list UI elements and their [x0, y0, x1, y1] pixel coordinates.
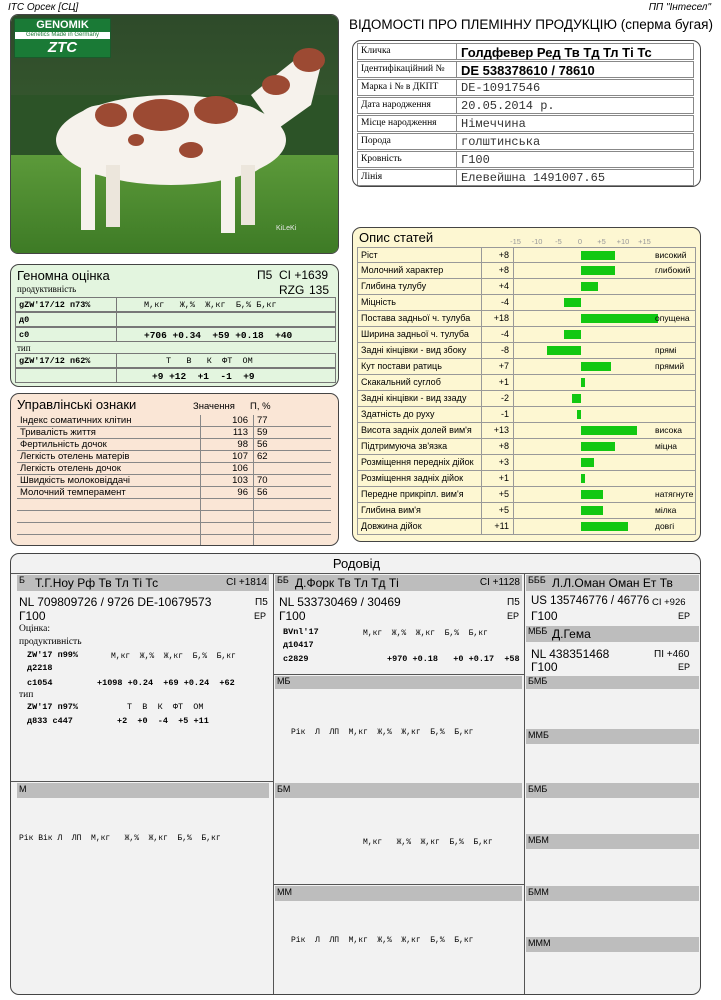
- pedigree-card: [10, 553, 701, 995]
- trait-name: Скакальний суглоб: [361, 377, 441, 387]
- sire-sire-cvals: +970 +0.18 +0 +0.17 +58: [387, 654, 520, 664]
- mmm-header: МММ: [526, 937, 699, 952]
- ggd-pi: ПІ +460: [654, 649, 690, 660]
- trait-row: [357, 295, 696, 311]
- trait-value: +8: [498, 441, 509, 451]
- trait-row: [357, 439, 696, 455]
- trait-label: довгі: [655, 521, 675, 531]
- management-col-p: П, %: [250, 401, 271, 412]
- mbm-header: МБМ: [526, 834, 699, 849]
- trait-value: -4: [500, 329, 509, 339]
- trait-row: [357, 311, 696, 327]
- trait-bar: [572, 394, 581, 403]
- genomic-c0-row: с0 +706 +0.34 +59 +0.18 +40: [15, 327, 336, 342]
- trait-value: +3: [498, 457, 509, 467]
- rzg-value: 135: [309, 283, 330, 297]
- genomic-productivity-label: продуктивність: [17, 284, 77, 294]
- trait-row: [357, 375, 696, 391]
- trait-bar: [564, 330, 581, 339]
- management-row-empty: [17, 511, 331, 523]
- trait-value: +5: [498, 489, 509, 499]
- genomic-evaluation-card: [10, 264, 339, 387]
- trait-value: -8: [500, 345, 509, 355]
- trait-bar: [581, 442, 615, 451]
- trait-name: Передне прикріпл. вим'я: [361, 489, 464, 499]
- mb-cols: Рік Л ЛП М,кг Ж,% Ж,кг Б,% Б,кг: [291, 728, 474, 737]
- scale-tick: +10: [616, 237, 630, 246]
- trait-row: [357, 263, 696, 279]
- scale-tick: 0: [577, 237, 583, 246]
- sire-tzw: ZW'17 п97%: [27, 702, 79, 712]
- management-traits-card: [10, 393, 339, 546]
- mmb-header: ММБ: [526, 729, 699, 744]
- management-row: Тривалість життя 113 59: [17, 427, 331, 439]
- trait-bar: [581, 314, 658, 323]
- genomic-type-row: gZW'17/12 п62% Т В К ФТ ОМ: [15, 353, 336, 368]
- trait-row: [357, 247, 696, 263]
- sire-td: д833 с447: [27, 716, 73, 726]
- trait-bar: [581, 362, 611, 371]
- management-row-empty: [17, 535, 331, 546]
- sire-sire-c: с2829: [283, 654, 309, 664]
- management-row-empty: [17, 523, 331, 535]
- trait-row: [357, 391, 696, 407]
- sire-c: с1054: [27, 678, 53, 688]
- trait-row: [357, 455, 696, 471]
- trait-bar: [564, 298, 581, 307]
- sire-ep: ЕР: [254, 611, 267, 621]
- genomic-prod-row: gZW'17/12 п73% М,кг Ж,% Ж,кг Б,% Б,кг: [15, 297, 336, 312]
- sire-sire-blood: Г100: [279, 609, 306, 623]
- trait-name: Розміщення задніх дійок: [361, 473, 464, 483]
- genomic-d0-row: д0: [15, 312, 336, 327]
- sire-id: NL 709809726 / 9726 DE-10679573: [19, 595, 212, 609]
- genomic-type-label: тип: [17, 343, 31, 353]
- ggd-header: МББ Д.Гема: [526, 626, 699, 642]
- trait-label: прямі: [655, 345, 677, 355]
- ggs-id: US 135746776 / 46776: [531, 595, 650, 607]
- management-row: Легкість отелень дочок 106: [17, 463, 331, 475]
- trait-bar: [581, 426, 637, 435]
- sire-tvals: +2 +0 -4 +5 +11: [117, 716, 209, 726]
- mm-cols: Рік Л ЛП М,кг Ж,% Ж,кг Б,% Б,кг: [291, 936, 474, 945]
- trait-value: +11: [494, 521, 509, 531]
- trait-label: висока: [655, 425, 682, 435]
- trait-name: Глибина вим'я: [361, 505, 421, 515]
- trait-label: натягнуте: [655, 489, 694, 499]
- trait-name: Глибина тулубу: [361, 281, 427, 291]
- sire-sire-ep: ЕР: [507, 611, 520, 621]
- management-row-empty: [17, 499, 331, 511]
- mb-header: МБ: [275, 676, 522, 689]
- trait-label: мілка: [655, 505, 677, 515]
- trait-row: [357, 487, 696, 503]
- trait-name: Здатність до руху: [361, 409, 435, 419]
- trait-value: +8: [498, 265, 509, 275]
- trait-name: Довжина дійок: [361, 521, 422, 531]
- management-title: Управлінські ознаки: [17, 397, 137, 412]
- ggd-blood: Г100: [531, 660, 558, 674]
- trait-bar: [581, 266, 615, 275]
- trait-label: прямий: [655, 361, 685, 371]
- traits-title: Опис статей: [359, 230, 434, 245]
- dam-header: М: [17, 783, 269, 798]
- sire-type-label: тип: [19, 690, 34, 700]
- sire-sire-bv: BVnl'17: [283, 627, 319, 637]
- trait-value: +7: [498, 361, 509, 371]
- sire-header: Б Т.Г.Ноу Рф Тв Тл Ті Тс CI +1814: [19, 575, 267, 590]
- type-traits-card: [352, 227, 701, 542]
- management-row: Фертильність дочок 98 56: [17, 439, 331, 451]
- trait-row: [357, 471, 696, 487]
- genomic-type-values-row: +9 +12 +1 -1 +9: [15, 368, 336, 383]
- sire-p5: П5: [255, 597, 268, 608]
- management-row: Індекс соматичних клітин 106 77: [17, 415, 331, 427]
- trait-bar: [581, 474, 585, 483]
- logo-tagline: Genetics Made in Germany: [25, 32, 100, 38]
- bmm-header: БММ: [526, 886, 699, 901]
- info-row: Марка і № в ДКПТ DE-10917546: [357, 79, 694, 96]
- genomic-title: Геномна оцінка: [17, 268, 110, 283]
- trait-name: Задні кінцівки - вид збоку: [361, 345, 467, 355]
- trait-value: -2: [500, 393, 509, 403]
- sire-sire-d: д10417: [283, 640, 314, 650]
- trait-name: Розміщення передніх дійок: [361, 457, 474, 467]
- trait-row: [357, 407, 696, 423]
- traits-scale: [353, 237, 701, 247]
- scale-tick: -5: [555, 237, 562, 246]
- bmb2-header: БМБ: [526, 783, 699, 798]
- trait-bar: [581, 506, 603, 515]
- management-row: Легкість отелень матерів 107 62: [17, 451, 331, 463]
- page-title: ВІДОМОСТІ ПРО ПЛЕМІННУ ПРОДУКЦІЮ (сперма бугая): [349, 17, 713, 32]
- sire-sire-p5: П5: [507, 597, 520, 608]
- trait-value: +1: [498, 377, 509, 387]
- trait-row: [357, 279, 696, 295]
- trait-row: [357, 519, 696, 535]
- trait-name: Висота задніх долей вим'я: [361, 425, 472, 435]
- ggs-header: БББ Л.Л.Оман Оман Ет Тв: [526, 575, 699, 591]
- logo-mark: ZTC: [15, 39, 110, 57]
- ggs-blood: Г100: [531, 609, 558, 623]
- sire-sire-header: ББ Д.Форк Тв Тл Тд Ті CI +1128: [277, 575, 520, 590]
- trait-value: +8: [498, 250, 509, 260]
- info-row: Кровність Г100: [357, 151, 694, 168]
- trait-name: Постава задньої ч. тулуба: [361, 313, 471, 323]
- trait-value: -1: [500, 409, 509, 419]
- bm-cols: М,кг Ж,% Ж,кг Б,% Б,кг: [363, 838, 493, 847]
- trait-bar: [581, 282, 598, 291]
- rzg-label: RZG: [279, 283, 305, 297]
- pedigree-title: Родовід: [332, 556, 381, 571]
- trait-bar: [581, 522, 628, 531]
- mm-header: ММ: [275, 886, 522, 901]
- info-row: Лінія Елевейшна 1491007.65: [357, 169, 694, 186]
- trait-bar: [581, 458, 594, 467]
- trait-value: +18: [493, 313, 509, 323]
- photo-caption: KiLeKi: [276, 225, 297, 232]
- trait-label: опущена: [655, 313, 690, 323]
- sire-tcols: Т В К ФТ ОМ: [127, 702, 204, 712]
- trait-row: [357, 503, 696, 519]
- dam-cols: Рік Вік Л ЛП М,кг Ж,% Ж,кг Б,% Б,кг: [19, 834, 221, 843]
- ggd-ep: ЕР: [678, 662, 691, 672]
- trait-label: міцна: [655, 441, 678, 451]
- management-row: Молочний темперамент 96 56: [17, 487, 331, 499]
- management-col-value: Значення: [193, 401, 235, 412]
- trait-name: Молочний характер: [361, 265, 444, 275]
- info-row: Порода голштинська: [357, 133, 694, 150]
- scale-tick: -10: [531, 237, 543, 246]
- trait-bar: [581, 251, 615, 260]
- info-row: Кличка Голдфевер Ред Тв Тд Тл Ті Тс: [357, 43, 694, 60]
- header-left: ІТС Орсек [СЦ]: [8, 2, 79, 13]
- management-row: Швидкість молоковіддачі 103 70: [17, 475, 331, 487]
- sire-blood: Г100: [19, 609, 46, 623]
- sire-sire-id: NL 533730469 / 30469: [279, 595, 401, 609]
- trait-bar: [581, 378, 585, 387]
- info-row: Місце народження Німеччина: [357, 115, 694, 132]
- trait-value: +1: [498, 473, 509, 483]
- ggs-ci: CI +926: [652, 597, 686, 608]
- trait-row: [357, 327, 696, 343]
- sire-d: д2218: [27, 663, 53, 673]
- trait-label: високий: [655, 250, 687, 260]
- trait-label: глибокий: [655, 265, 691, 275]
- sire-zw: ZW'17 п99%: [27, 650, 79, 660]
- sire-prod-label: продуктивність: [19, 637, 82, 647]
- genomic-p5: П5: [257, 268, 273, 282]
- info-row: Дата народження 20.05.2014 р.: [357, 97, 694, 114]
- trait-name: Задні кінцівки - вид ззаду: [361, 393, 467, 403]
- trait-bar: [577, 410, 581, 419]
- trait-name: Ріст: [361, 250, 378, 260]
- trait-value: -4: [500, 297, 509, 307]
- ggs-ep: ЕР: [678, 611, 691, 621]
- trait-name: Кут постави ратиць: [361, 361, 442, 371]
- sire-cvals: +1098 +0.24 +69 +0.24 +62: [97, 678, 235, 688]
- trait-name: Підтримуюча зв'язка: [361, 441, 448, 451]
- sire-cols: М,кг Ж,% Ж,кг Б,% Б,кг: [111, 652, 236, 661]
- trait-name: Міцність: [361, 297, 396, 307]
- scale-tick: -15: [510, 237, 521, 246]
- ggd-id: NL 438351468: [531, 647, 610, 661]
- trait-row: [357, 359, 696, 375]
- bm-header: БМ: [275, 783, 522, 798]
- trait-name: Ширина задньої ч. тулуба: [361, 329, 469, 339]
- genomik-logo: [14, 18, 111, 58]
- trait-row: [357, 423, 696, 439]
- sire-eval-label: Оцінка:: [19, 624, 50, 634]
- trait-bar: [547, 346, 581, 355]
- scale-tick: +5: [597, 237, 606, 246]
- trait-value: +13: [493, 425, 509, 435]
- trait-value: +5: [498, 505, 509, 515]
- trait-row: [357, 343, 696, 359]
- bmb-header: БМБ: [526, 676, 699, 689]
- trait-value: +4: [498, 281, 509, 291]
- info-card: [352, 40, 701, 187]
- scale-tick: +15: [638, 237, 651, 246]
- logo-name: GENOMIK: [15, 19, 110, 32]
- genomic-ci: CI +1639: [279, 268, 329, 282]
- info-row: Ідентифікаційний № DE 538378610 / 78610: [357, 61, 694, 78]
- trait-bar: [581, 490, 603, 499]
- sire-sire-cols: М,кг Ж,% Ж,кг Б,% Б,кг: [363, 629, 488, 638]
- header-right: ПП "Інтесел": [648, 2, 711, 13]
